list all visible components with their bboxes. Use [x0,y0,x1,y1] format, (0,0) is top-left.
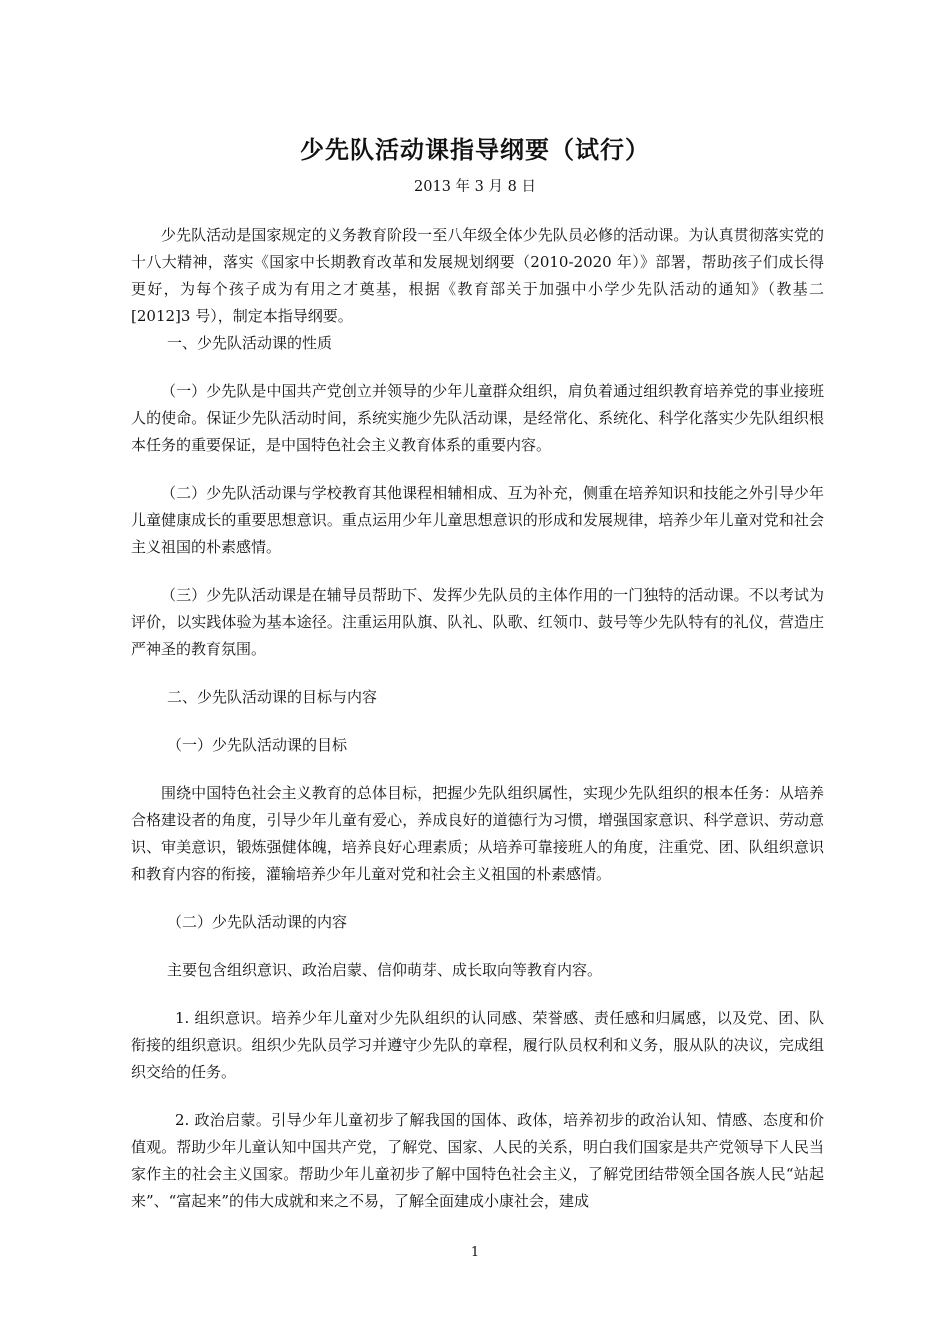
paragraph-organization-awareness: 1. 组织意识。培养少年儿童对少先队组织的认同感、荣誉感、责任感和归属感，以及党、团、队衔接的组织意识。组织少先队员学习并遵守少先队的章程，履行队员权利和义务，服从队的决议，完成组织交给的任务。 [131,1009,824,1081]
paragraph-political-enlightenment: 2. 政治启蒙。引导少年儿童初步了解我国的国体、政体，培养初步的政治认知、情感、态度和价值观。帮助少年儿童认知中国共产党，了解党、国家、人民的关系，明白我们国家是共产党领导下人民当家作主的社会主义国家。帮助少年儿童初步了解中国特色社会主义，了解党团结带领全国各族人民“站起来”、“富起来”的伟大成就和来之不易，了解全面建成小康社会，建成 [131,1111,824,1210]
paragraph-goals: 围绕中国特色社会主义教育的总体目标，把握少先队组织属性，实现少先队组织的根本任务：从培养合格建设者的角度，引导少年儿童有爱心，养成良好的道德行为习惯，增强国家意识、科学意识、劳动意识、审美意识，锻炼强健体魄，培养良好心理素质；从培养可靠接班人的角度，注重党、团、队组织意识和教育内容的衔接，灌输培养少年儿童对党和社会主义祖国的朴素感情。 [131,784,824,883]
document-title: 少先队活动课指导纲要（试行） [300,136,650,164]
subheading-goals: （一）少先队活动课的目标 [167,736,348,754]
page-number: 1 [470,1245,480,1260]
paragraph-intro: 少先队活动是国家规定的义务教育阶段一至八年级全体少先队员必修的活动课。为认真贯彻落实党的十八大精神，落实《国家中长期教育改革和发展规划纲要（2010-2020 年）》部署，帮助孩子们成长得更好，为每个孩子成为有用之才奠基，根据《教育部关于加强中小学少先队活动的通知》（教基二[2012]3 号），制定本指导纲要。 [131,226,824,325]
paragraph-nature-3: （三）少先队活动课是在辅导员帮助下、发挥少先队员的主体作用的一门独特的活动课。不以考试为评价，以实践体验为基本途径。注重运用队旗、队礼、队歌、红领巾、鼓号等少先队特有的礼仪，营造庄严神圣的教育氛围。 [131,586,824,658]
document-date: 2013 年 3 月 8 日 [414,179,536,195]
subheading-content: （二）少先队活动课的内容 [167,913,348,931]
paragraph-nature-2: （二）少先队活动课与学校教育其他课程相辅相成、互为补充，侧重在培养知识和技能之外引导少年儿童健康成长的重要思想意识。重点运用少年儿童思想意识的形成和发展规律，培养少年儿童对党和社会主义祖国的朴素感情。 [131,484,824,556]
paragraph-content-summary: 主要包含组织意识、政治启蒙、信仰萌芽、成长取向等教育内容。 [167,961,603,979]
section-heading-2: 二、少先队活动课的目标与内容 [167,688,378,706]
paragraph-nature-1: （一）少先队是中国共产党创立并领导的少年儿童群众组织，肩负着通过组织教育培养党的事业接班人的使命。保证少先队活动时间，系统实施少先队活动课，是经常化、系统化、科学化落实少先队组织根本任务的重要保证，是中国特色社会主义教育体系的重要内容。 [131,382,824,454]
section-heading-1: 一、少先队活动课的性质 [167,334,333,352]
document-body [131,222,824,1215]
